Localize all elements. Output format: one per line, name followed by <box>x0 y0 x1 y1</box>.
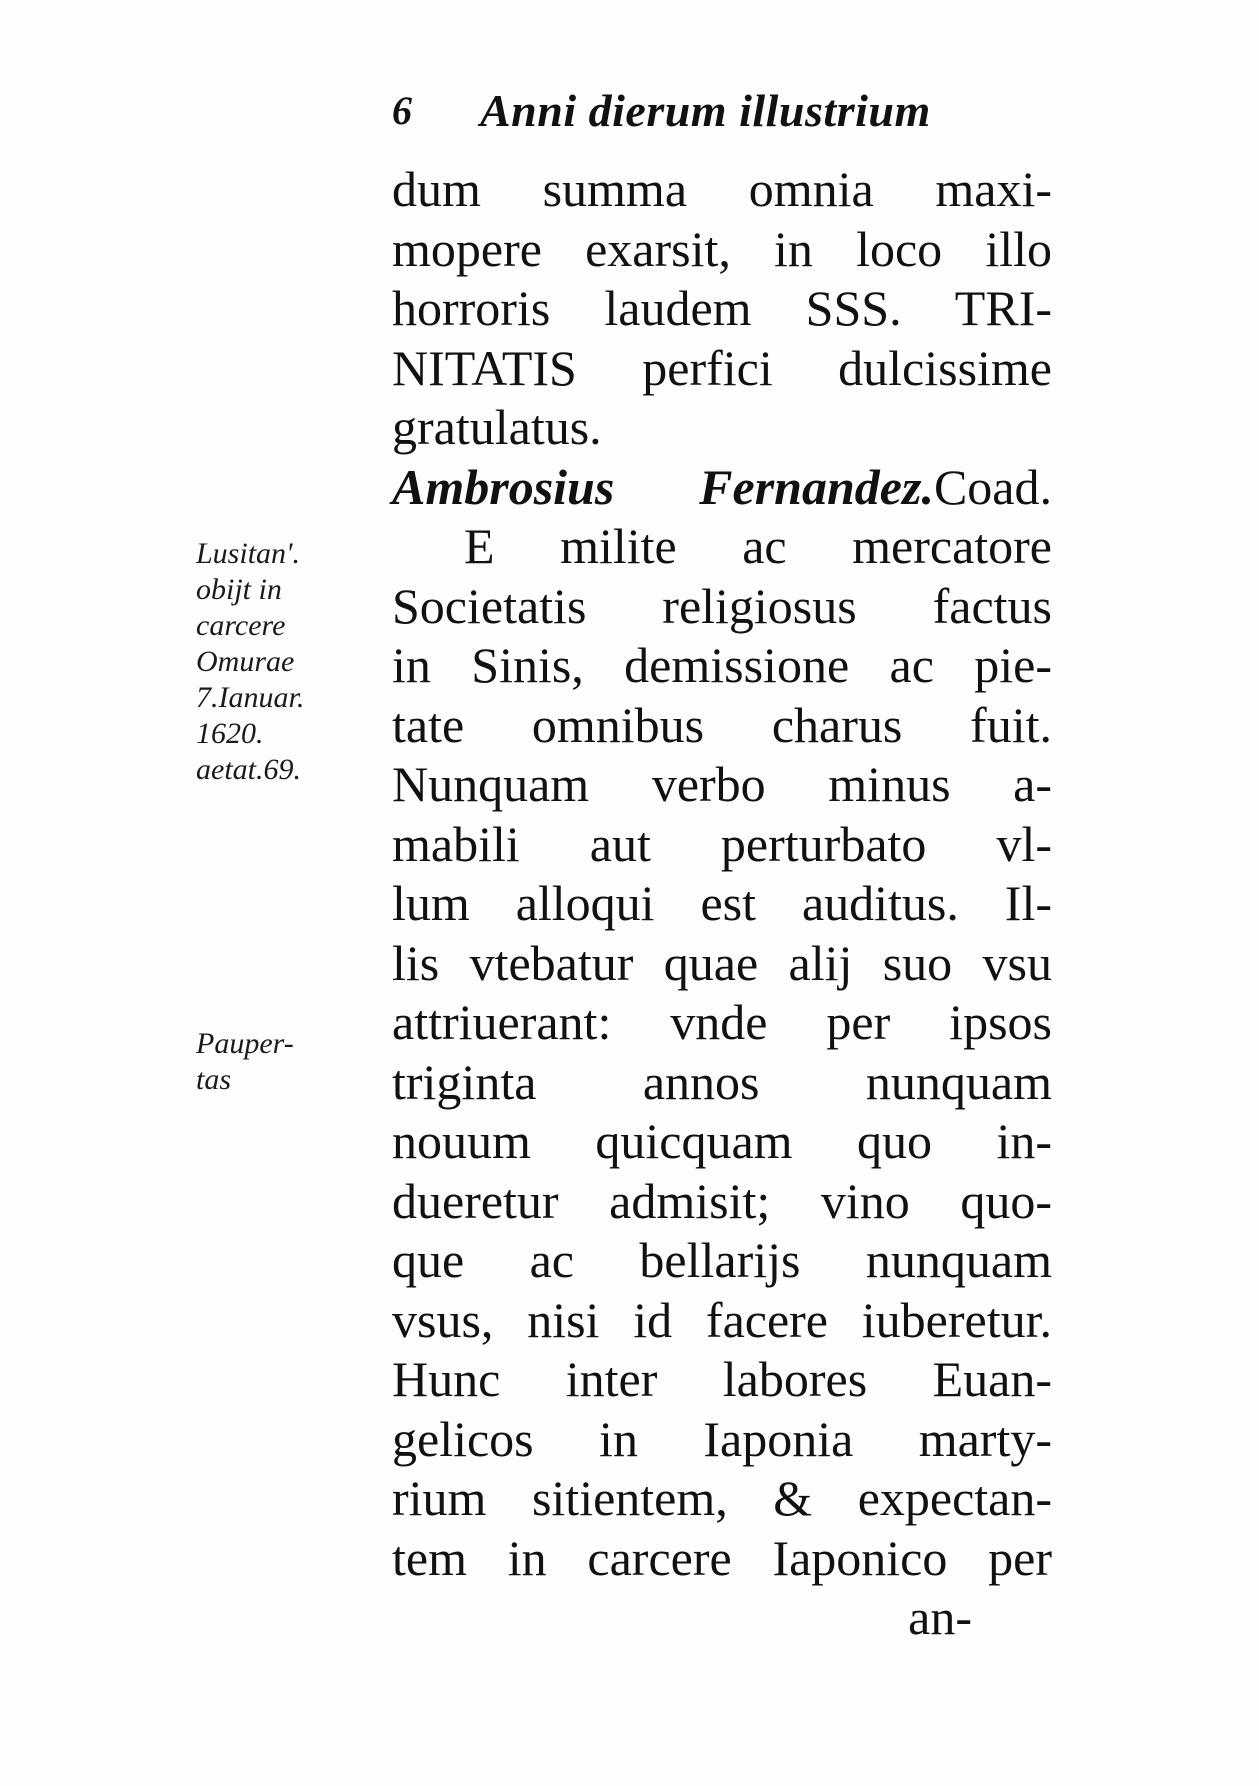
text-line: lum alloqui est auditus. Il- <box>392 875 1052 931</box>
margin-note-line: tas <box>196 1063 232 1096</box>
text-line: tem in carcere Iaponico per <box>392 1529 1052 1586</box>
text-line: NITATIS perfici dulcissime <box>392 339 1052 396</box>
margin-note-biography <box>196 536 366 788</box>
margin-note-line: carcere <box>196 609 286 642</box>
text-line: E milite ac mercatore <box>464 518 1052 574</box>
heading-name: Ambrosius Fernandez. <box>392 458 934 515</box>
text-line: mabili aut perturbato vl- <box>392 815 1052 872</box>
text-line: Hunc inter labores Euan- <box>392 1351 1052 1407</box>
main-text-block <box>392 160 1052 1648</box>
catchword: an- <box>908 1589 972 1645</box>
text-line: gratulatus. <box>392 399 602 455</box>
text-line: que ac bellarijs nunquam <box>392 1232 1052 1288</box>
margin-note-line: obijt in <box>196 573 282 606</box>
margin-note-paupertas <box>196 1026 366 1098</box>
text-line: Nunquam verbo minus a- <box>392 756 1052 812</box>
text-line: triginta annos nunquam <box>392 1053 1052 1110</box>
heading-suffix: Coad. <box>933 458 1052 515</box>
text-line: attriuerant: vnde per ipsos <box>392 994 1052 1050</box>
margin-note-line: Pauper- <box>196 1027 294 1060</box>
text-line: tate omnibus charus fuit. <box>392 696 1052 753</box>
text-line: gelicos in Iaponia marty- <box>392 1410 1052 1467</box>
text-line: nouum quicquam quo in- <box>392 1113 1052 1169</box>
text-line: mopere exarsit, in loco illo <box>392 220 1052 277</box>
section-heading <box>392 458 1052 518</box>
text-line: dueretur admisit; vino quo- <box>392 1172 1052 1229</box>
text-line: horroris laudem SSS. TRI- <box>392 280 1052 336</box>
margin-note-line: 1620. <box>196 717 264 750</box>
margin-note-line: Lusitan'. <box>196 537 300 570</box>
margin-note-line: aetat.69. <box>196 753 301 786</box>
running-title: Anni dierum illustrium <box>480 85 931 136</box>
text-line: vsus, nisi id facere iuberetur. <box>392 1291 1052 1348</box>
text-line: in Sinis, demissione ac pie- <box>392 637 1052 693</box>
text-line: dum summa omnia maxi- <box>392 161 1052 217</box>
page-number: 6 <box>392 88 412 133</box>
margin-note-line: Omurae <box>196 645 295 678</box>
text-line: lis vtebatur quae alij suo vsu <box>392 934 1052 991</box>
text-line: Societatis religiosus factus <box>392 577 1052 634</box>
margin-note-line: 7.Ianuar. <box>196 681 305 714</box>
text-line: rium sitientem, & expectan- <box>392 1470 1052 1526</box>
